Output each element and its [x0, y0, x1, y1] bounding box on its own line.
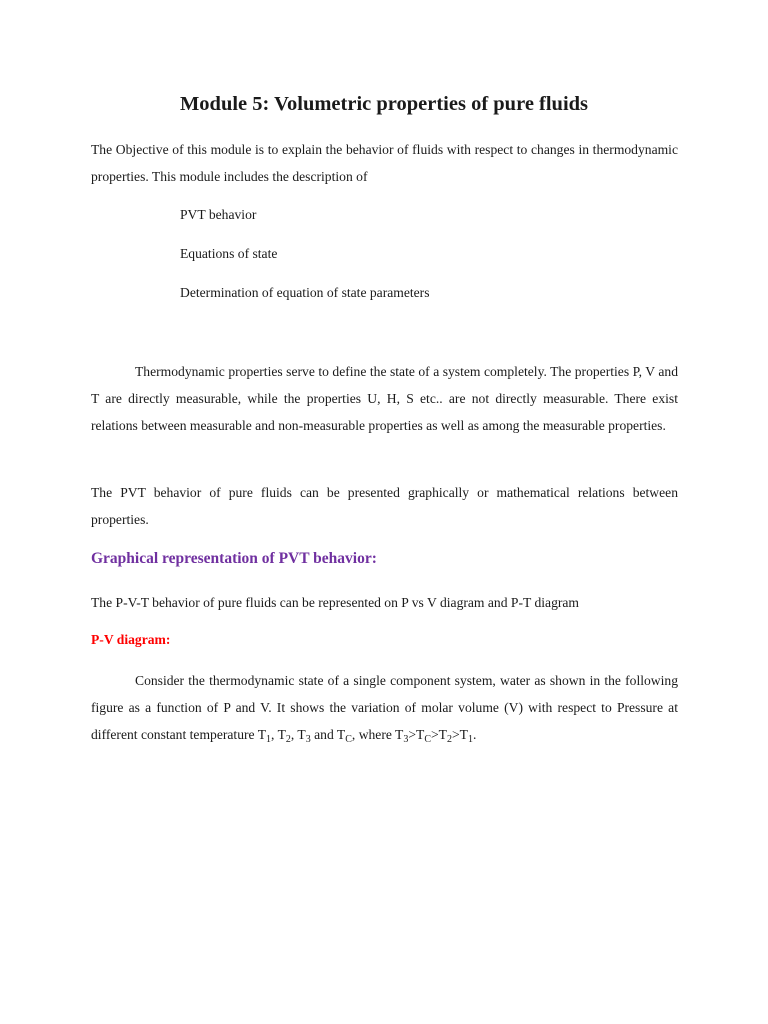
subscript-1: 1	[467, 734, 473, 745]
pv-diagram-paragraph	[91, 667, 678, 748]
pv-paragraph-text: Consider the thermodynamic state of a single component system, water as shown in the following figure as a function of P and V. It shows the variation of molar volume (V) with respect to Pressure at different constant temperature T	[91, 673, 678, 742]
pvt-behavior-paragraph: The PVT behavior of pure fluids can be presented graphically or mathematical relations between properties.	[91, 485, 678, 527]
pv-diagram-heading: P-V diagram:	[91, 632, 171, 647]
pv-paragraph-text: and T	[310, 727, 346, 742]
subscript-3: 3	[305, 734, 311, 745]
subscript-c: C	[424, 734, 432, 745]
subscript-2: 2	[285, 734, 291, 745]
pv-paragraph-text: .	[472, 727, 477, 742]
subscript-c: C	[345, 734, 352, 745]
list-item-equations-of-state: Equations of state	[180, 246, 278, 261]
graphical-representation-heading: Graphical representation of PVT behavior:	[91, 550, 377, 567]
pv-paragraph-text: >T	[452, 727, 468, 742]
subscript-1: 1	[266, 734, 272, 745]
pv-paragraph-text: , where T	[351, 727, 404, 742]
pvt-diagrams-paragraph: The P-V-T behavior of pure fluids can be represented on P vs V diagram and P-T diagram	[91, 595, 579, 610]
pv-paragraph-text: , T	[271, 727, 286, 742]
pv-paragraph-text: >T	[431, 727, 447, 742]
pv-paragraph-text: >T	[408, 727, 425, 742]
thermodynamic-properties-paragraph: Thermodynamic properties serve to define the state of a system completely. The properties P, V and T are directly measurable, while the properties U, H, S etc.. are not directly measurable. There exist relations between measurable and non-measurable properties as well as among the measurable properties.	[91, 364, 678, 433]
page-title: Module 5: Volumetric properties of pure fluids	[179, 93, 589, 115]
subscript-2: 2	[447, 734, 452, 745]
pv-paragraph-text: , T	[290, 727, 306, 742]
list-item-pvt-behavior: PVT behavior	[180, 207, 257, 222]
intro-paragraph: The Objective of this module is to explain the behavior of fluids with respect to changes in thermodynamic properties. This module includes the description of	[91, 142, 678, 184]
list-item-eos-parameters: Determination of equation of state parameters	[180, 285, 430, 300]
subscript-3: 3	[403, 734, 409, 745]
